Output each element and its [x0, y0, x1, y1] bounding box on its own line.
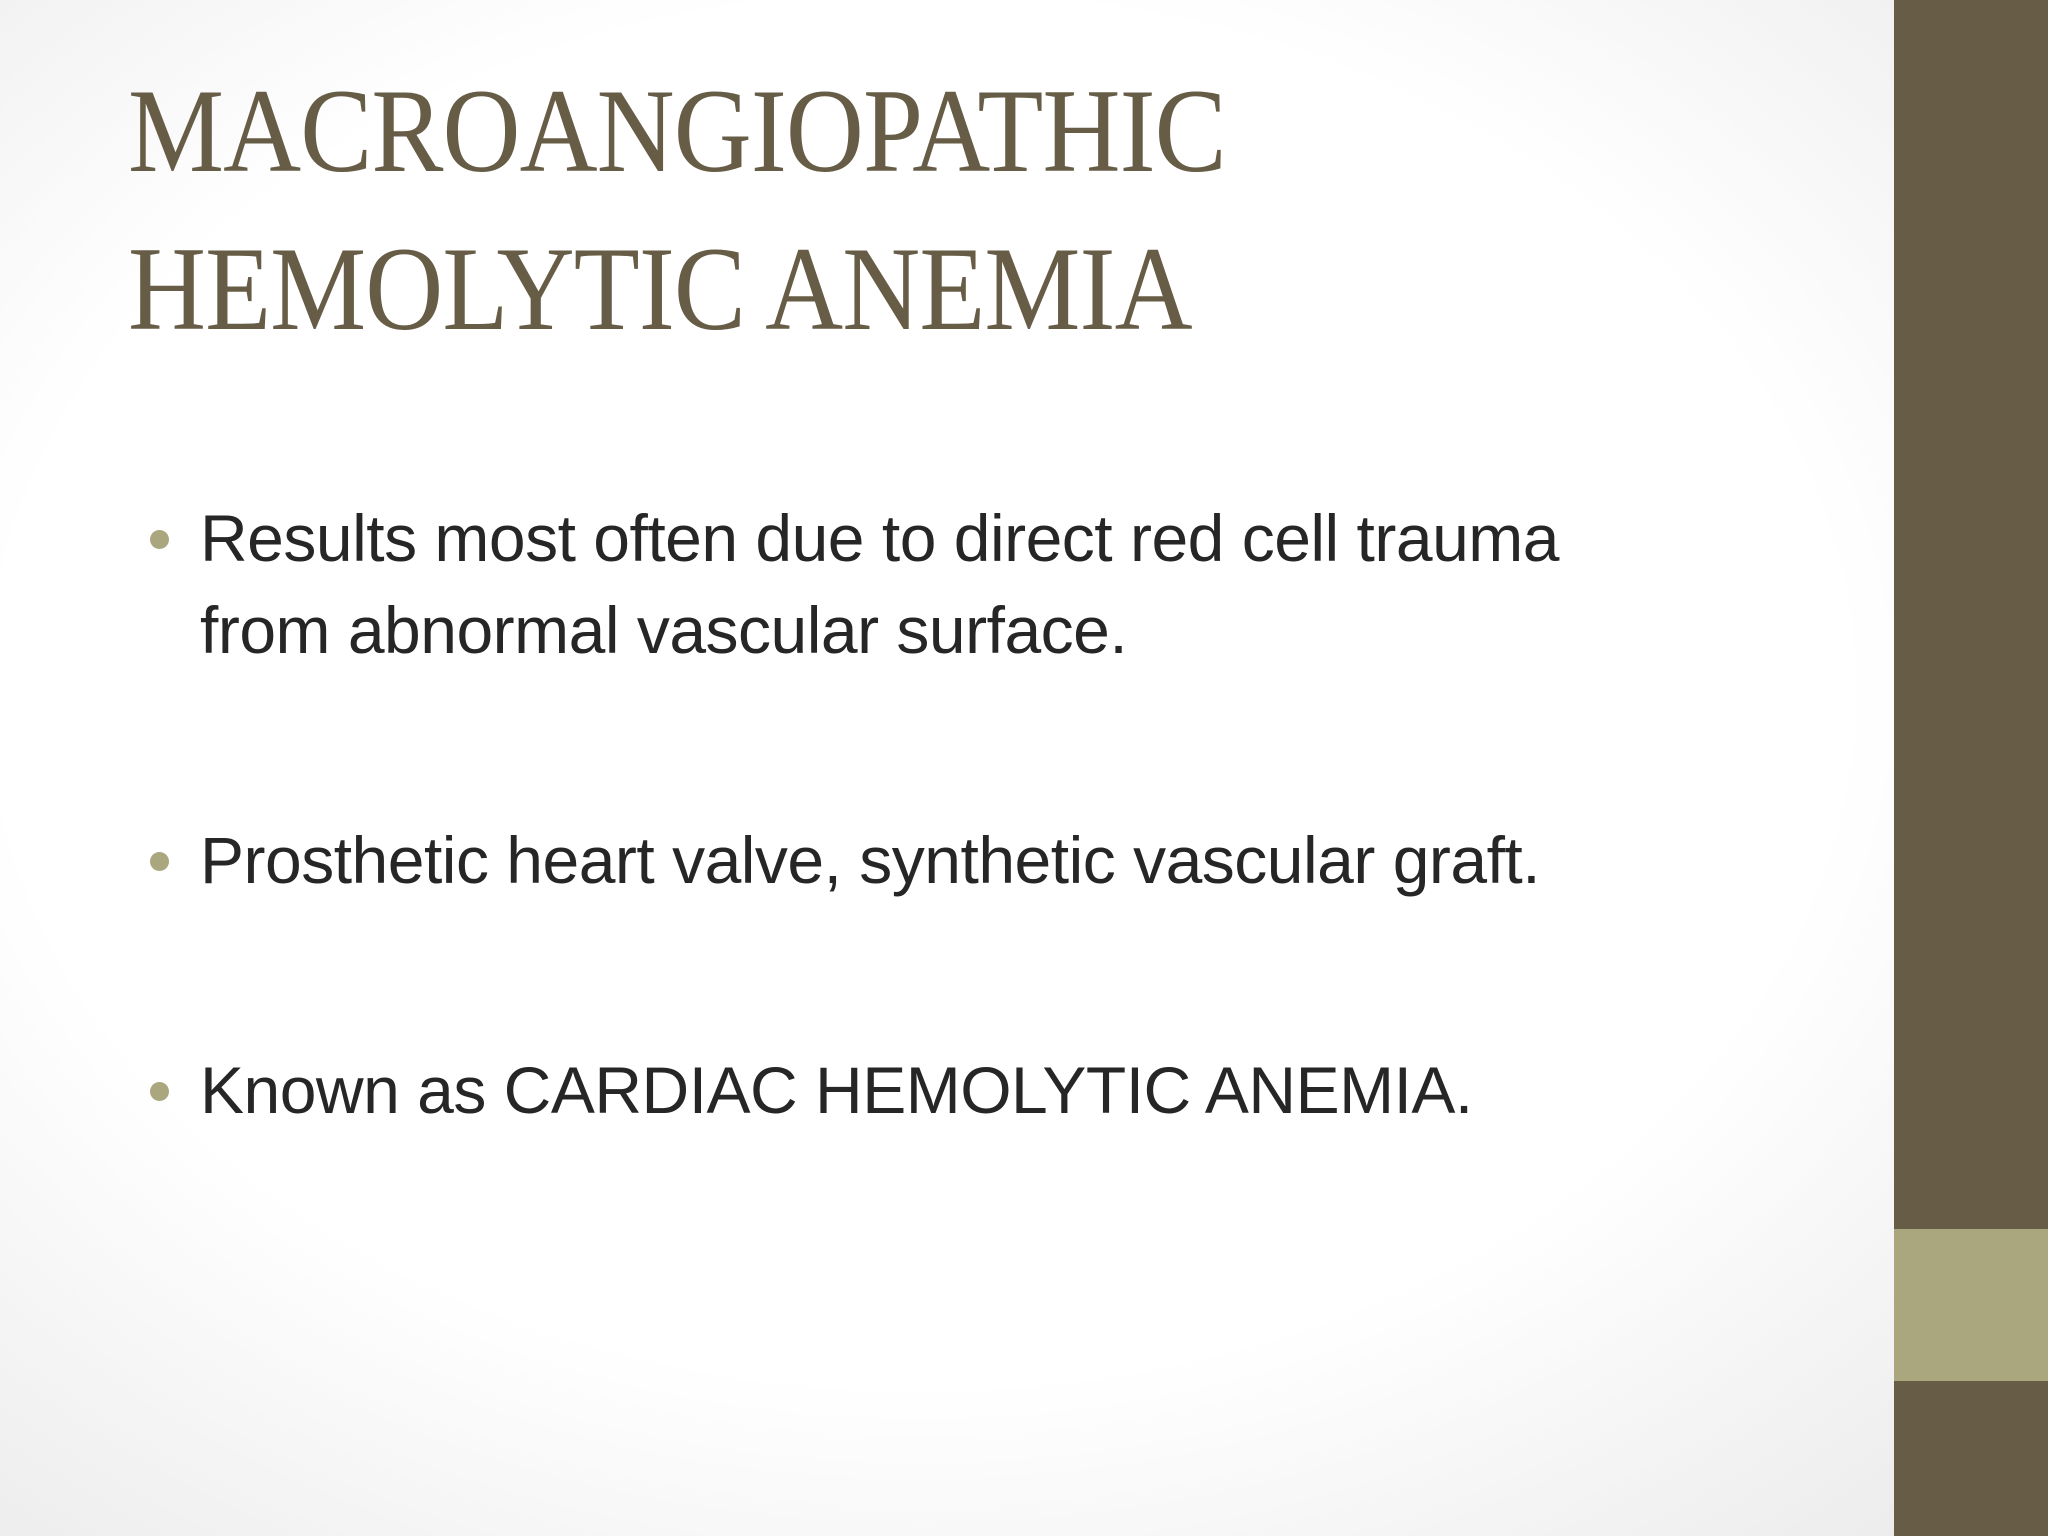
bullet-item [148, 1044, 1868, 1136]
bullet-item [148, 492, 1868, 676]
title-line-2: HEMOLYTIC ANEMIA [128, 222, 1192, 355]
bullet-dot-icon [150, 1082, 169, 1101]
bullet-dot-icon [150, 852, 169, 871]
bullet-dot-icon [150, 530, 169, 549]
bullet-text-line: Results most often due to direct red cell trauma [200, 501, 1559, 575]
side-bar-accent [1894, 1229, 2048, 1381]
bullet-list [148, 492, 1868, 1136]
bullet-text-line: from abnormal vascular surface. [200, 593, 1128, 667]
slide-title [128, 52, 1658, 368]
bullet-item [148, 814, 1868, 906]
bullet-text-line: Prosthetic heart valve, synthetic vascular graft. [200, 823, 1541, 897]
title-line-1: MACROANGIOPATHIC [128, 64, 1226, 197]
bullet-text-line: Known as CARDIAC HEMOLYTIC ANEMIA. [200, 1053, 1473, 1127]
